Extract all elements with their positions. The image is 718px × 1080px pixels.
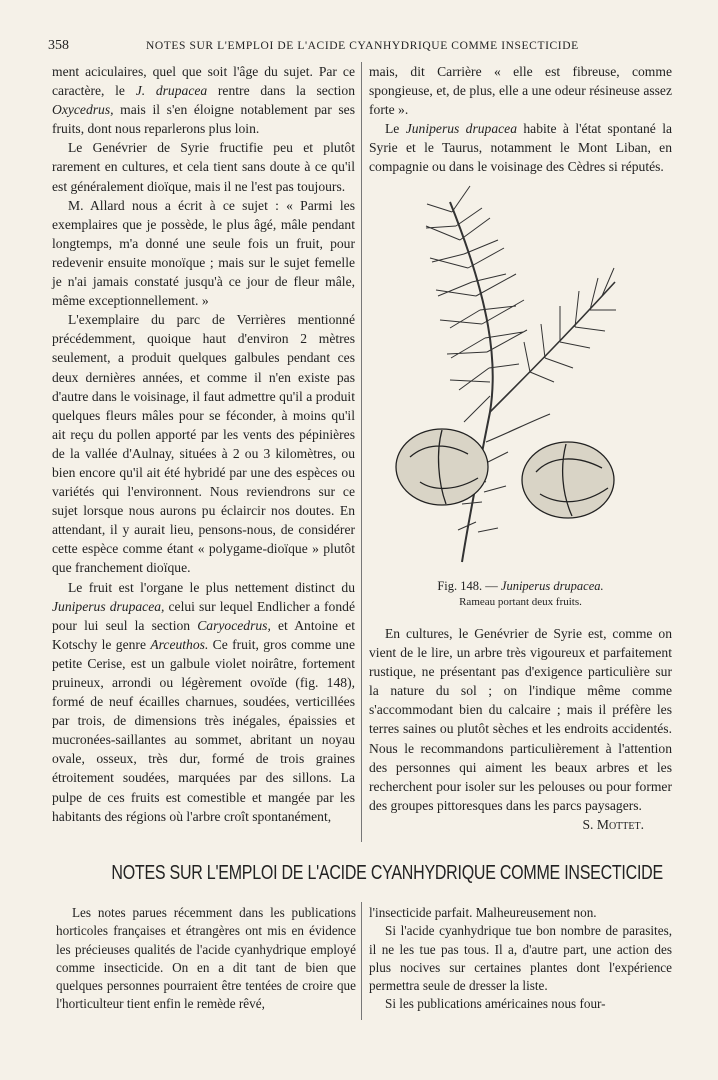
- paragraph: l'insecticide parfait. Malheureusement non.: [369, 905, 597, 920]
- paragraph: Si l'acide cyanhydrique tue bon nombre de parasites, il ne les tue pas tous. Il a, d'autre part, une action des plus nocives sur certaines plantes dont l'expérience permettra seule de dresser la liste.: [369, 923, 672, 994]
- paragraph: Le Juniperus drupacea habite à l'état spontané la Syrie et le Taurus, notamment le Mont Liban, en compagnie ou dans le voisinage des Cèdres si réputés.: [369, 121, 672, 175]
- running-header: [48, 38, 674, 54]
- paragraph: Le Genévrier de Syrie fructifie peu et plutôt rarement en cultures, et cela tient sans doute à ce qu'il est généralement dioïque, mais il ne l'est pas toujours.: [52, 140, 355, 194]
- section-right-column: [369, 904, 672, 1014]
- section-title: NOTES SUR L'EMPLOI DE L'ACIDE CYANHYDRIQUE COMME INSECTICIDE: [111, 862, 663, 884]
- left-column: [52, 62, 355, 826]
- juniper-branch-illustration: [390, 182, 630, 574]
- paragraph: M. Allard nous a écrit à ce sujet : « Parmi les exemplaires que je possède, le plus âgé, mâle pendant longtemps, m'a donné une seule fois un fruit, pour redevenir ensuite monoïque ; mais sur le sujet femelle je n'ai jamais constaté jusqu'à ce jour de fleur mâle, même exceptionnellement. »: [52, 197, 355, 309]
- right-column-bottom: [369, 624, 672, 834]
- paragraph: Si les publications américaines nous four-: [385, 996, 606, 1012]
- figure-caption: Fig. 148. — Juniperus drupacea. Rameau portant deux fruits.: [437, 579, 604, 608]
- paragraph: Le fruit est l'organe le plus nettement distinct du Juniperus drupacea, celui sur lequel Endlicher a fondé pour lui seul la section Caryocedrus, et Antoine et Kotschy le genre Arceuthos. Ce fruit, gros comme une petite Cerise, est un galbule violet noirâtre, fortement pruineux, arrondi ou légèrement ovoïde (fig. 148), formé de neuf écailles charnues, soudées, verticillées par trois, de dimensions très inégales, épaissies et mucronées-saillantes au sommet, abritant un noyau ovale, osseux, très dur, formé de trois graines étroitement soudées, marquées par des sillons. La pulpe de ces fruits est comestible et mangée par les habitants des régions où l'arbre croît spontanément,: [52, 579, 355, 824]
- right-column-top: [369, 62, 672, 177]
- page-number: 358: [48, 38, 69, 53]
- column-divider-lower: [361, 902, 362, 1020]
- paragraph: ment aciculaires, quel que soit l'âge du sujet. Par ce caractère, le J. drupacea rentre dans la section Oxycedrus, mais il s'en éloigne notablement par ses fruits, dont nous reparlerons plus loin.: [52, 64, 355, 137]
- paragraph: mais, dit Carrière « elle est fibreuse, comme spongieuse, et, de plus, elle a une odeur résineuse assez forte ».: [369, 64, 672, 118]
- author-signature: S. Mottet.: [582, 816, 644, 832]
- running-title: NOTES SUR L'EMPLOI DE L'ACIDE CYANHYDRIQUE COMME INSECTICIDE: [146, 40, 579, 52]
- column-divider: [361, 62, 362, 842]
- paragraph: L'exemplaire du parc de Verrières mentionné précédemment, quoique haut d'environ 2 mètres seulement, a produit quelques galbules pendant ces deux dernières années, et comme il n'en existe pas d'autre dans le voisinage, il faut admettre qu'il a produit quelques fleurs mâles pour se féconder, à moins qu'il ait reçu du pollen apporté par les vents des pépinières de la vallée d'Aulnay, situées à 2 ou 3 kilomètres, ou bien encore qu'il ait été hybridé par une des espèces ou variétés qui l'environnent. Nous reviendrons sur ce sujet lorsque nous aurons pu éclaircir nos doutes. En attendant, il y aurait lieu, pensons-nous, de considérer cette espèce comme étant « polygame-dioïque » plutôt que franchement dioïque.: [52, 312, 355, 576]
- paragraph: Les notes parues récemment dans les publications horticoles françaises et étrangères ont mis en évidence les précieuses qualités de l'acide cyanhydrique employé comme insecticide. On en a dit tant de bien que quelques personnes pourraient être tentées de croire que l'horticulteur tient enfin le remède rêvé,: [56, 905, 356, 1012]
- section-left-column: [56, 904, 356, 1014]
- paragraph: En cultures, le Genévrier de Syrie est, comme on vient de le lire, un arbre très vigoureux et parfaitement rustique, ne présentant pas d'exigence particulière sur la nature du sol ; on l'indique même comme s'accommodant bien du calcaire ; mais il préfère les terres saines ou plutôt sèches et les endroits accidentés. Nous le recommandons particulièrement à l'attention des personnes qui aiment les beaux arbres et les recherchent pour isoler sur les pelouses ou pour former des groupes pittoresques dans les parcs paysagers.: [369, 626, 672, 813]
